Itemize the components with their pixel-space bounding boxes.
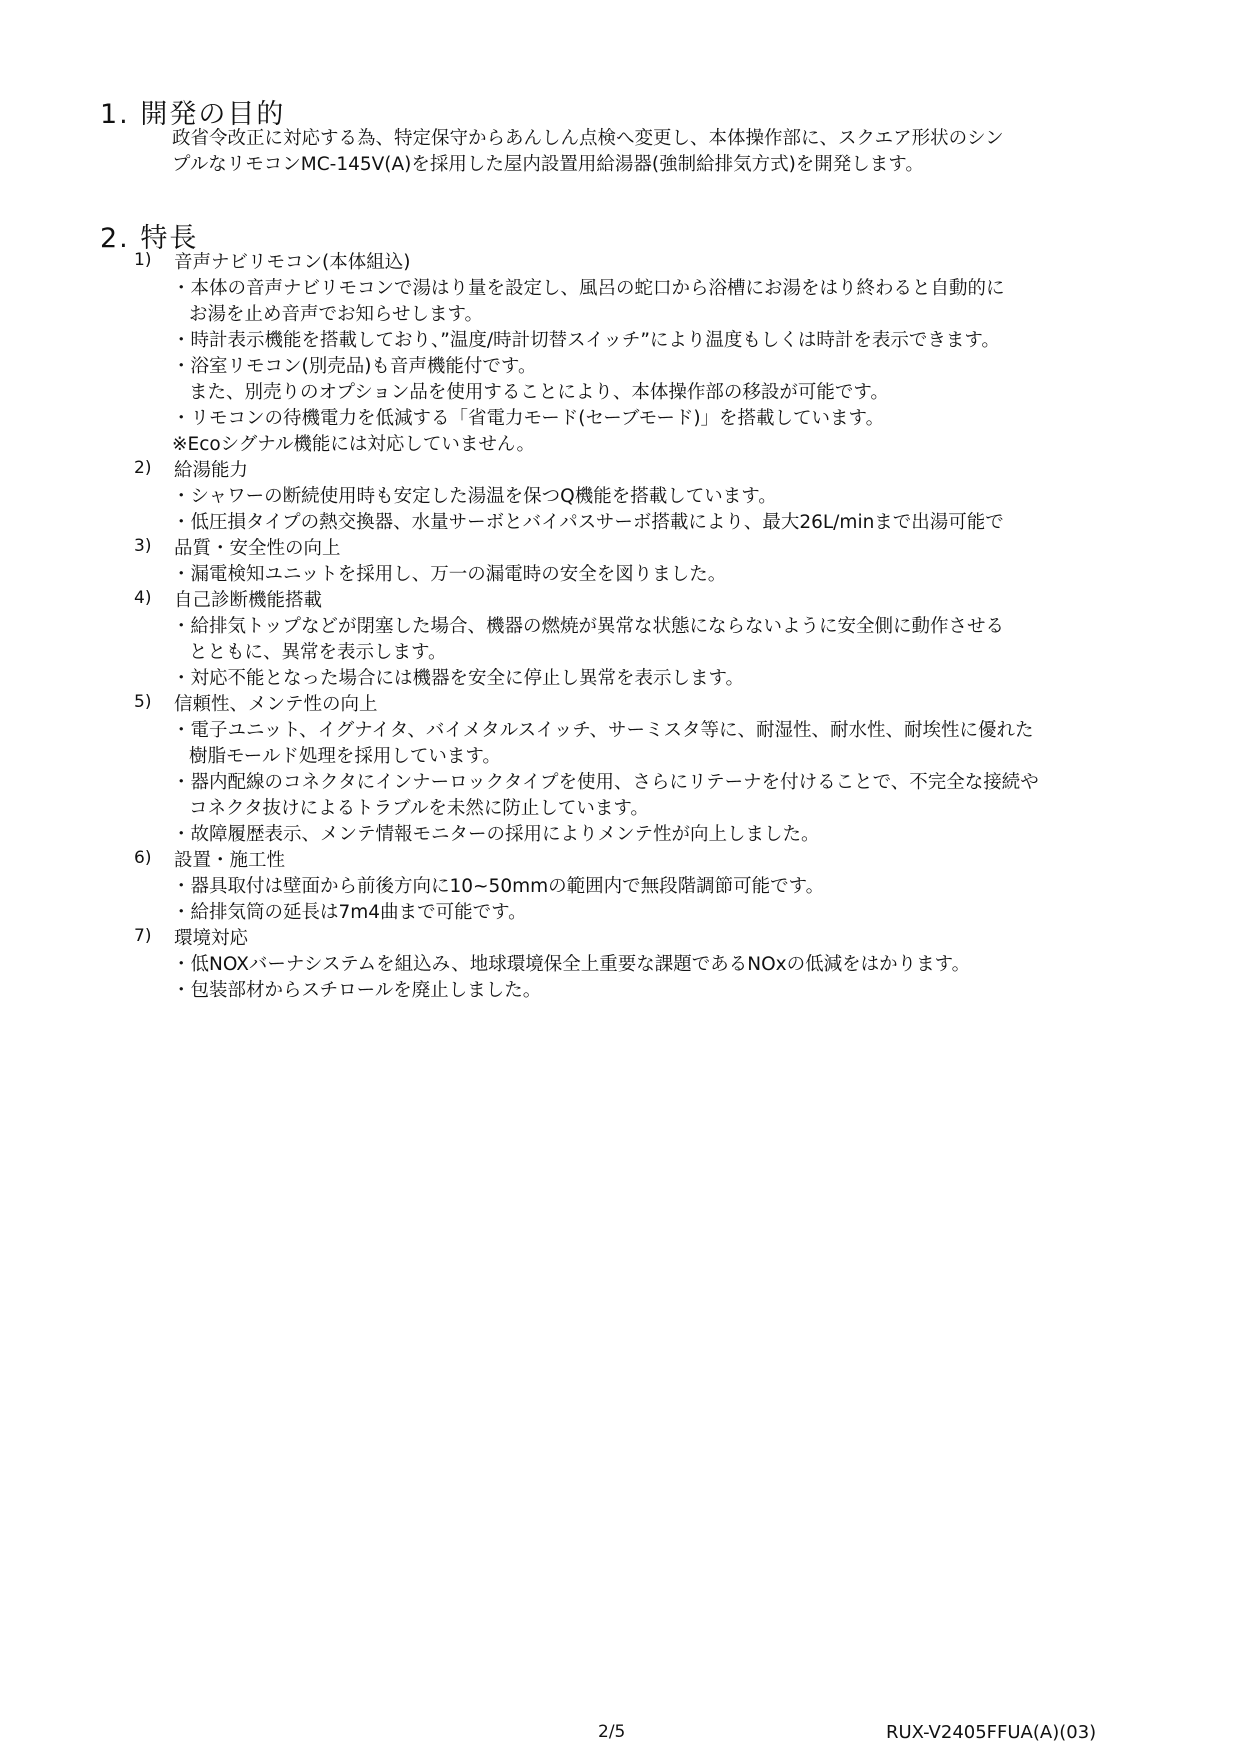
item-6-line-1: ・器具取付は壁面から前後方向に10~50mmの範囲内で無段階調節可能です。: [172, 876, 825, 897]
item-5-number: 5): [134, 692, 152, 712]
item-4-line-3: ・対応不能となった場合には機器を安全に停止し異常を表示します。: [172, 668, 745, 689]
document-code: RUX-V2405FFUA(A)(03): [886, 1722, 1097, 1743]
item-2-line-1: ・シャワーの断続使用時も安定した湯温を保つQ機能を搭載しています。: [172, 486, 777, 507]
section-1-line-2: プルなリモコンMC-145V(A)を採用した屋内設置用給湯器(強制給排気方式)を開発します。: [172, 154, 924, 175]
item-4-title: 自己診断機能搭載: [174, 590, 323, 611]
item-1-number: 1): [134, 250, 152, 270]
section-1-heading: 1. 開発の目的: [100, 99, 286, 130]
item-2-number: 2): [134, 458, 152, 478]
item-2-line-2: ・低圧損タイプの熱交換器、水量サーボとバイパスサーボ搭載により、最大26L/minまで出湯可能で: [172, 512, 1004, 533]
item-1-line-1: ・本体の音声ナビリモコンで湯はり量を設定し、風呂の蛇口から浴槽にお湯をはり終わると自動的に: [172, 278, 1005, 299]
item-7-title: 環境対応: [174, 928, 249, 949]
item-1-line-4: ・浴室リモコン(別売品)も音声機能付です。: [172, 356, 537, 377]
item-5-title: 信頼性、メンテ性の向上: [174, 694, 378, 715]
item-6-number: 6): [134, 848, 152, 868]
item-7-line-2: ・包装部材からスチロールを廃止しました。: [172, 980, 542, 1001]
section-1-line-1: 政省令改正に対応する為、特定保守からあんしん点検へ変更し、本体操作部に、スクエア形状のシン: [172, 128, 1004, 149]
item-2-title: 給湯能力: [174, 460, 249, 481]
item-5-line-1: ・電子ユニット、イグナイタ、バイメタルスイッチ、サーミスタ等に、耐湿性、耐水性、耐埃性に優れた: [172, 720, 1034, 741]
item-5-line-2: 樹脂モールド処理を採用しています。: [189, 746, 501, 767]
item-5-line-4: コネクタ抜けによるトラブルを未然に防止しています。: [189, 798, 649, 819]
item-1-line-2: お湯を止め音声でお知らせします。: [189, 304, 483, 325]
item-6-title: 設置・施工性: [174, 850, 286, 871]
item-3-title: 品質・安全性の向上: [174, 538, 341, 559]
item-1-title: 音声ナビリモコン(本体組込): [174, 252, 411, 273]
item-1-line-7: ※Ecoシグナル機能には対応していません。: [172, 434, 535, 455]
item-1-line-5: また、別売りのオプション品を使用することにより、本体操作部の移設が可能です。: [189, 382, 889, 403]
item-1-line-6: ・リモコンの待機電力を低減する「省電力モード(セーブモード)」を搭載しています。: [172, 408, 885, 429]
item-6-line-2: ・給排気筒の延長は7m4曲まで可能です。: [172, 902, 527, 923]
item-3-line-1: ・漏電検知ユニットを採用し、万一の漏電時の安全を図りました。: [172, 564, 727, 585]
item-4-line-1: ・給排気トップなどが閉塞した場合、機器の燃焼が異常な状態にならないように安全側に動作させる: [172, 616, 1004, 637]
item-4-number: 4): [134, 588, 152, 608]
item-5-line-3: ・器内配線のコネクタにインナーロックタイプを使用、さらにリテーナを付けることで、不完全な接続や: [172, 772, 1039, 793]
item-3-number: 3): [134, 536, 152, 556]
page-number: 2/5: [598, 1722, 626, 1742]
item-7-line-1: ・低NOXバーナシステムを組込み、地球環境保全上重要な課題であるNOxの低減をはかります。: [172, 954, 971, 975]
item-4-line-2: とともに、異常を表示します。: [189, 642, 447, 663]
item-5-line-5: ・故障履歴表示、メンテ情報モニターの採用によりメンテ性が向上しました。: [172, 824, 820, 845]
item-7-number: 7): [134, 926, 152, 946]
section-2-heading: 2. 特長: [100, 223, 199, 254]
item-1-line-3: ・時計表示機能を搭載しており、”温度/時計切替スイッチ”により温度もしくは時計を表示できます。: [172, 330, 1000, 351]
